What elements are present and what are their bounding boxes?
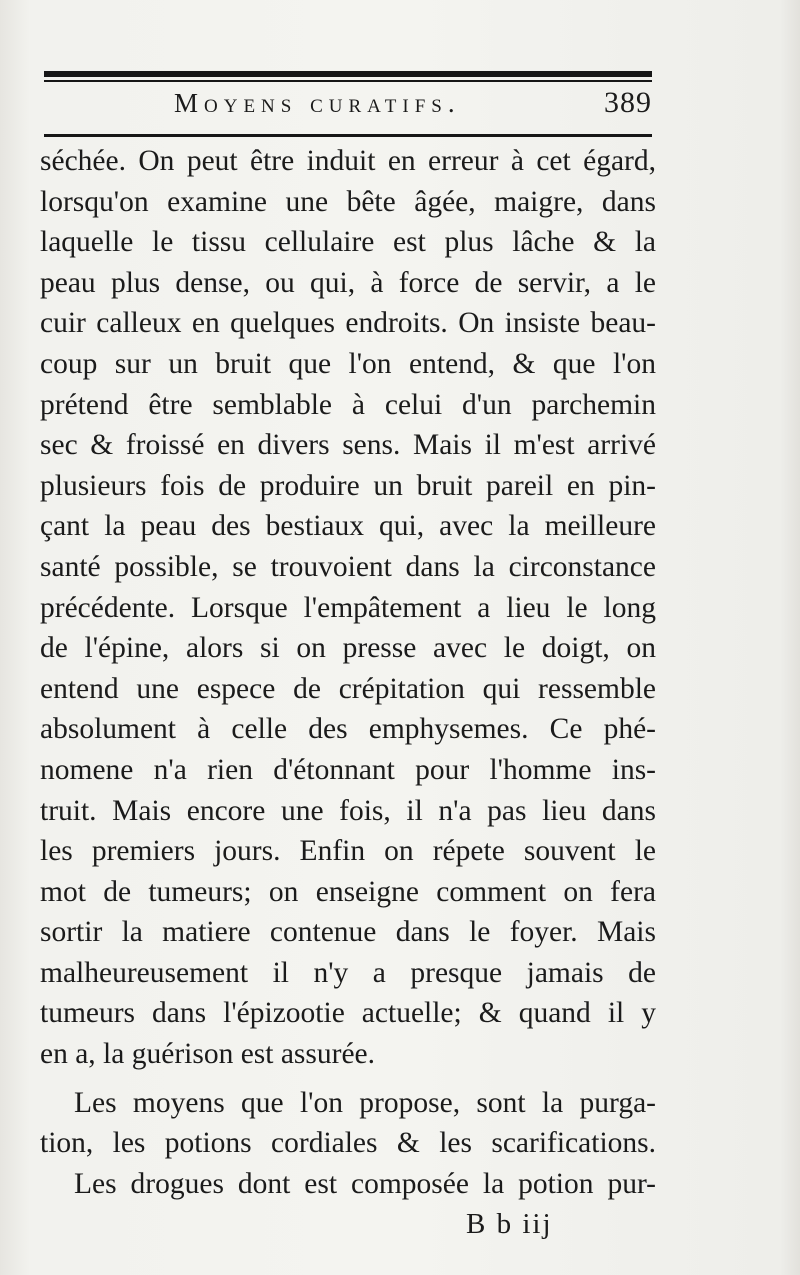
text-line: prétend être semblable à celui d'un parchemin [40,388,656,421]
text-line: Les drogues dont est composée la potion pur- [74,1167,656,1200]
text-line: cuir calleux en quelques endroits. On insiste beau- [40,307,656,340]
text-line: sortir la matiere contenue dans le foyer. Mais [40,916,656,949]
text-line: tion, les potions cordiales & les scarifications. [40,1127,656,1160]
header-rule-bottom [44,134,652,137]
text-line: précédente. Lorsque l'empâtement a lieu le long [40,591,656,624]
paragraph-2 [40,1083,656,1164]
text-line: çant la peau des bestiaux qui, avec la meilleure [40,510,656,543]
text-line: tumeurs dans l'épizootie actuelle; & quand il y [40,997,656,1030]
text-line: les premiers jours. Enfin on répete souvent le [40,835,656,868]
text-line: sec & froissé en divers sens. Mais il m'est arrivé [40,429,656,462]
text-line: entend une espece de crépitation qui ressemble [40,672,656,705]
text-line: truit. Mais encore une fois, il n'a pas lieu dans [40,794,656,827]
text-line: coup sur un bruit que l'on entend, & que l'on [40,347,656,380]
page-number: 389 [604,86,652,119]
body-text [40,141,656,1204]
text-line: laquelle le tissu cellulaire est plus lâche & la [40,226,656,259]
header-rule-top-thin [44,80,652,82]
text-line: peau plus dense, ou qui, à force de servir, a le [40,266,656,299]
text-line: absolument à celle des emphysemes. Ce phé- [40,713,656,746]
text-line: santé possible, se trouvoient dans la circonstance [40,550,656,583]
signature-mark: B b iij [466,1208,553,1240]
paragraph-1 [40,141,656,1075]
paragraph-gap [40,1075,656,1083]
text-line: nomene n'a rien d'étonnant pour l'homme ins- [40,753,656,786]
text-line: plusieurs fois de produire un bruit pareil en pin- [40,469,656,502]
text-line: lorsqu'on examine une bête âgée, maigre, dans [40,185,656,218]
text-line: en a, la guérison est assurée. [40,1038,376,1071]
text-line: Les moyens que l'on propose, sont la purga- [74,1086,656,1119]
header-rule-top [44,71,652,77]
text-line: malheureusement il n'y a presque jamais de [40,956,656,989]
text-line: séchée. On peut être induit en erreur à cet égard, [40,145,656,177]
text-line: mot de tumeurs; on enseigne comment on fera [40,875,656,908]
page-header [44,86,652,128]
running-title: Moyens curatifs. [174,88,461,118]
text-line: de l'épine, alors si on presse avec le doigt, on [40,632,656,665]
paragraph-3 [40,1164,656,1205]
